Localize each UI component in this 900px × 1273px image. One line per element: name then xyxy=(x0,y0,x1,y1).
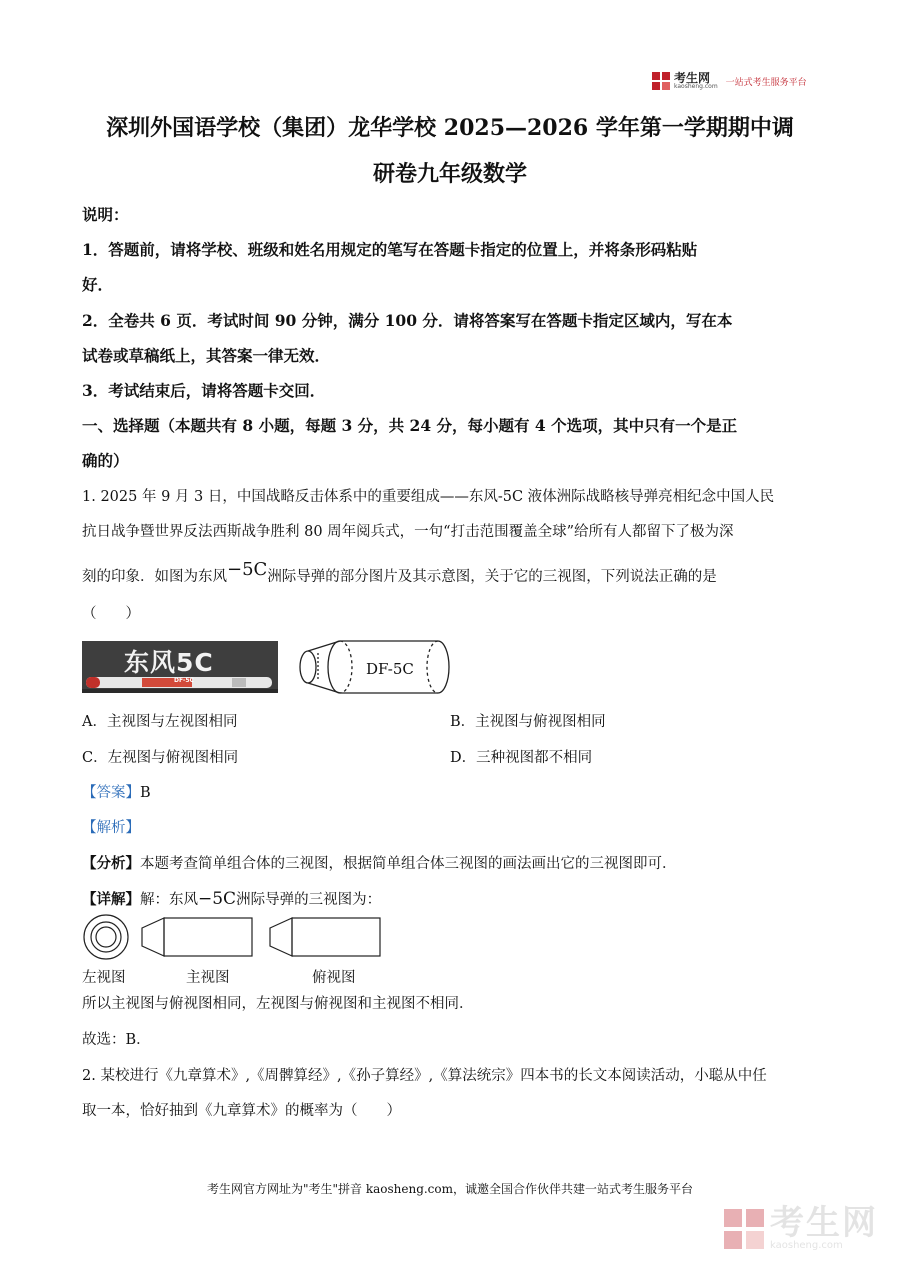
answer-value: B xyxy=(140,785,151,801)
three-views-diagram xyxy=(82,912,382,962)
instruction-2b: 试卷或草稿纸上，其答案一律无效． xyxy=(82,346,331,365)
option-d: D．三种视图都不相同 xyxy=(450,750,593,766)
instructions-heading: 说明： xyxy=(82,205,129,224)
fenxi-text: 本题考查简单组合体的三视图，根据简单组合体三视图的画法画出它的三视图即可． xyxy=(140,856,677,872)
q2-line2: 取一本，恰好抽到《九章算术》的概率为（ ） xyxy=(82,1103,401,1119)
q1-line1: 1. 2025 年 9 月 3 日，中国战略反击体系中的重要组成——东风-5C 液体洲际战略核导弹亮相纪念中国人民 xyxy=(82,489,775,505)
instruction-1b: 好． xyxy=(82,275,114,294)
q1-line3 xyxy=(82,559,822,587)
logo-name: 考生网 xyxy=(674,71,711,85)
choice: 故选：B． xyxy=(82,1032,151,1048)
q1-line3-math: −5C xyxy=(227,559,268,580)
q2-line1: 2. 某校进行《九章算术》,《周髀算经》,《孙子算经》,《算法统宗》四本书的长文本阅读活动，小聪从中任 xyxy=(82,1068,767,1084)
xiangjie-tag: 【详解】 xyxy=(82,891,140,908)
xiangjie-text-b: 洲际导弹的三视图为： xyxy=(236,892,382,908)
view-label-top: 俯视图 xyxy=(312,970,356,986)
missile-photo-small-label: DF-5C xyxy=(174,677,194,684)
missile-photo xyxy=(82,641,278,693)
conclusion: 所以主视图与俯视图相同，左视图与俯视图和主视图不相同． xyxy=(82,996,474,1012)
option-b: B．主视图与俯视图相同 xyxy=(450,714,606,730)
answer-tag: 【答案】 xyxy=(82,785,140,801)
instruction-2a: 2．全卷共 6 页．考试时间 90 分钟，满分 100 分．请将答案写在答题卡指定区域内，写在本 xyxy=(82,311,733,330)
answer-line xyxy=(82,783,151,803)
xiangjie-text-a: 解：东风 xyxy=(140,892,198,908)
missile-photo-label: 东风5C xyxy=(124,648,214,677)
q1-paren: （ ） xyxy=(82,606,140,622)
watermark-domain: kaosheng.com xyxy=(770,1240,843,1251)
option-c: C．左视图与俯视图相同 xyxy=(82,750,239,766)
fenxi-tag: 【分析】 xyxy=(82,855,140,872)
section1-heading-line2: 确的） xyxy=(82,451,129,470)
page-title-line2: 研卷九年级数学 xyxy=(372,161,527,187)
fenxi-line xyxy=(82,854,677,874)
logo-domain: kaosheng.com xyxy=(674,83,718,90)
analysis-tag: 【解析】 xyxy=(82,820,140,836)
option-a: A．主视图与左视图相同 xyxy=(82,714,238,730)
q1-line2: 抗日战争暨世界反法西斯战争胜利 80 周年阅兵式，一句“打击范围覆盖全球”给所有人都留下了极为深 xyxy=(82,524,734,540)
q1-line3-text-a: 刻的印象．如图为东风 xyxy=(82,569,227,585)
kaosheng-logo-icon xyxy=(652,72,670,90)
page-title-line1: 深圳外国语学校（集团）龙华学校 2025—2026 学年第一学期期中调 xyxy=(106,115,794,141)
xiangjie-math: −5C xyxy=(198,889,237,909)
view-label-front: 主视图 xyxy=(186,970,230,986)
footer-text: 考生网官方网址为"考生"拼音 kaosheng.com，诚邀全国合作伙伴共建一站式考生服务平台 xyxy=(206,1182,694,1196)
watermark-text: 考生网 xyxy=(770,1203,878,1243)
instruction-3: 3．考试结束后，请将答题卡交回． xyxy=(82,381,326,400)
logo-slogan: 一站式考生服务平台 xyxy=(725,77,807,88)
watermark-logo-icon xyxy=(724,1209,764,1249)
instruction-1a: 1．答题前，请将学校、班级和姓名用规定的笔写在答题卡指定的位置上，并将条形码粘贴 xyxy=(82,240,698,259)
xiangjie-line xyxy=(82,889,381,910)
q1-line3-text-b: 洲际导弹的部分图片及其示意图，关于它的三视图，下列说法正确的是 xyxy=(267,569,717,585)
view-label-left: 左视图 xyxy=(82,970,126,986)
header-logo xyxy=(652,72,807,90)
watermark xyxy=(724,1203,878,1251)
missile-diagram-label: DF-5C xyxy=(366,660,414,678)
section1-heading-line1: 一、选择题（本题共有 8 小题，每题 3 分，共 24 分，每小题有 4 个选项，其中只有一个是正 xyxy=(82,416,738,435)
